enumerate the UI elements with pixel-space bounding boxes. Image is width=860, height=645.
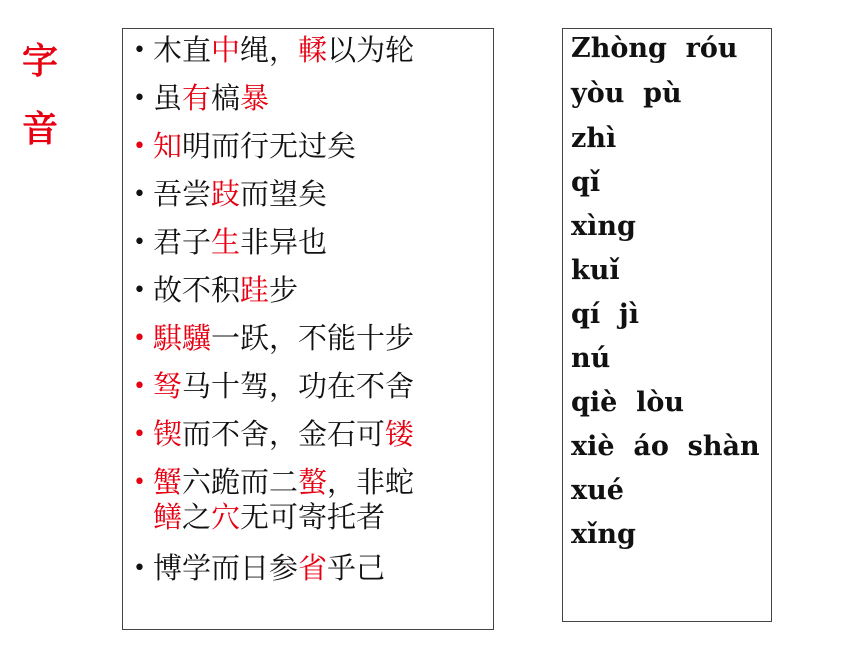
- bullet-icon: •: [133, 134, 146, 159]
- sentence-text: 故不积: [153, 273, 241, 307]
- pinyin-line: qiè lòu: [571, 387, 685, 418]
- sentence-item: [133, 369, 414, 404]
- sentence-text: 乎己: [327, 551, 386, 585]
- section-title: [18, 28, 62, 164]
- pinyin-line: kuǐ: [571, 255, 620, 286]
- sentence-text: 博学而日参: [153, 551, 299, 585]
- bullet-icon: •: [133, 326, 146, 351]
- highlighted-char: 輮: [298, 33, 328, 67]
- sentence-text: 步: [269, 273, 299, 307]
- sentence-text: 非异也: [240, 225, 328, 259]
- pinyin-line: zhì: [571, 123, 617, 154]
- sentence-text: 明而行无过矣: [182, 129, 357, 163]
- pinyin-line: Zhòng róu: [571, 33, 738, 64]
- pinyin-line: xiè áo shàn: [571, 431, 760, 462]
- highlighted-char: 知: [153, 129, 183, 163]
- sentence-item: [133, 417, 414, 452]
- sentence-text: 之: [182, 500, 212, 534]
- sentence-item: [133, 177, 327, 212]
- sentence-text: 槁: [211, 81, 241, 115]
- bullet-icon: •: [133, 278, 146, 303]
- highlighted-char: 有: [182, 81, 212, 115]
- sentence-text: 马十驾，功在不舍: [182, 369, 415, 403]
- highlighted-char: 穴: [211, 500, 241, 534]
- pinyin-line: qǐ: [571, 167, 601, 198]
- sentence-text: ，非蛇: [327, 465, 415, 499]
- pinyin-line: nú: [571, 343, 611, 374]
- sentence-text: 以为轮: [327, 33, 415, 67]
- pinyin-line: yòu pù: [571, 78, 682, 109]
- sentence-item: [133, 81, 269, 116]
- highlighted-char: 跬: [240, 273, 270, 307]
- pinyin-line: xué: [571, 475, 624, 506]
- sentence-list-box: [122, 28, 494, 630]
- bullet-icon: •: [133, 230, 146, 255]
- sentence-text: 绳，: [240, 33, 299, 67]
- sentence-text: 君子: [153, 225, 212, 259]
- sentence-item: [133, 465, 414, 534]
- highlighted-char: 螯: [298, 465, 328, 499]
- highlighted-char: 驽: [153, 369, 183, 403]
- sentence-item: [133, 551, 385, 586]
- sentence-item: [133, 129, 356, 164]
- sentence-text: 而不舍，金石可: [182, 417, 386, 451]
- bullet-icon: •: [133, 422, 146, 447]
- sentence-item: [133, 273, 298, 308]
- sentence-text: 而望矣: [240, 177, 328, 211]
- bullet-icon: •: [133, 38, 146, 63]
- bullet-icon: •: [133, 374, 146, 399]
- bullet-icon: •: [133, 470, 146, 495]
- sentence-text: 虽: [153, 81, 183, 115]
- sentence-item: [133, 33, 414, 68]
- sentence-item: [133, 225, 327, 260]
- highlighted-char: 省: [298, 551, 328, 585]
- sentence-text: 无可寄托者: [240, 500, 386, 534]
- highlighted-char: 锲: [153, 417, 183, 451]
- sentence-text: 一跃，不能十步: [211, 321, 415, 355]
- sentence-item: [133, 321, 414, 356]
- highlighted-char: 生: [211, 225, 241, 259]
- sentence-text: 吾尝: [153, 177, 212, 211]
- highlighted-char: 蟹: [153, 465, 183, 499]
- pinyin-line: xǐng: [571, 519, 636, 550]
- bullet-icon: •: [133, 182, 146, 207]
- pinyin-list-box: [562, 28, 772, 622]
- pinyin-line: xìng: [571, 211, 636, 242]
- bullet-icon: •: [133, 86, 146, 111]
- sentence-text: 六跪而二: [182, 465, 299, 499]
- title-char-2: 音: [21, 109, 58, 150]
- highlighted-char: 跂: [211, 177, 241, 211]
- highlighted-char: 騏驥: [153, 321, 212, 355]
- sentence-text: 木直: [153, 33, 212, 67]
- pinyin-line: qí jì: [571, 299, 639, 330]
- highlighted-char: 暴: [240, 81, 270, 115]
- title-char-1: 字: [21, 41, 58, 82]
- bullet-icon: •: [133, 556, 146, 581]
- highlighted-char: 中: [211, 33, 241, 67]
- highlighted-char: 鳝: [153, 500, 183, 534]
- highlighted-char: 镂: [385, 417, 415, 451]
